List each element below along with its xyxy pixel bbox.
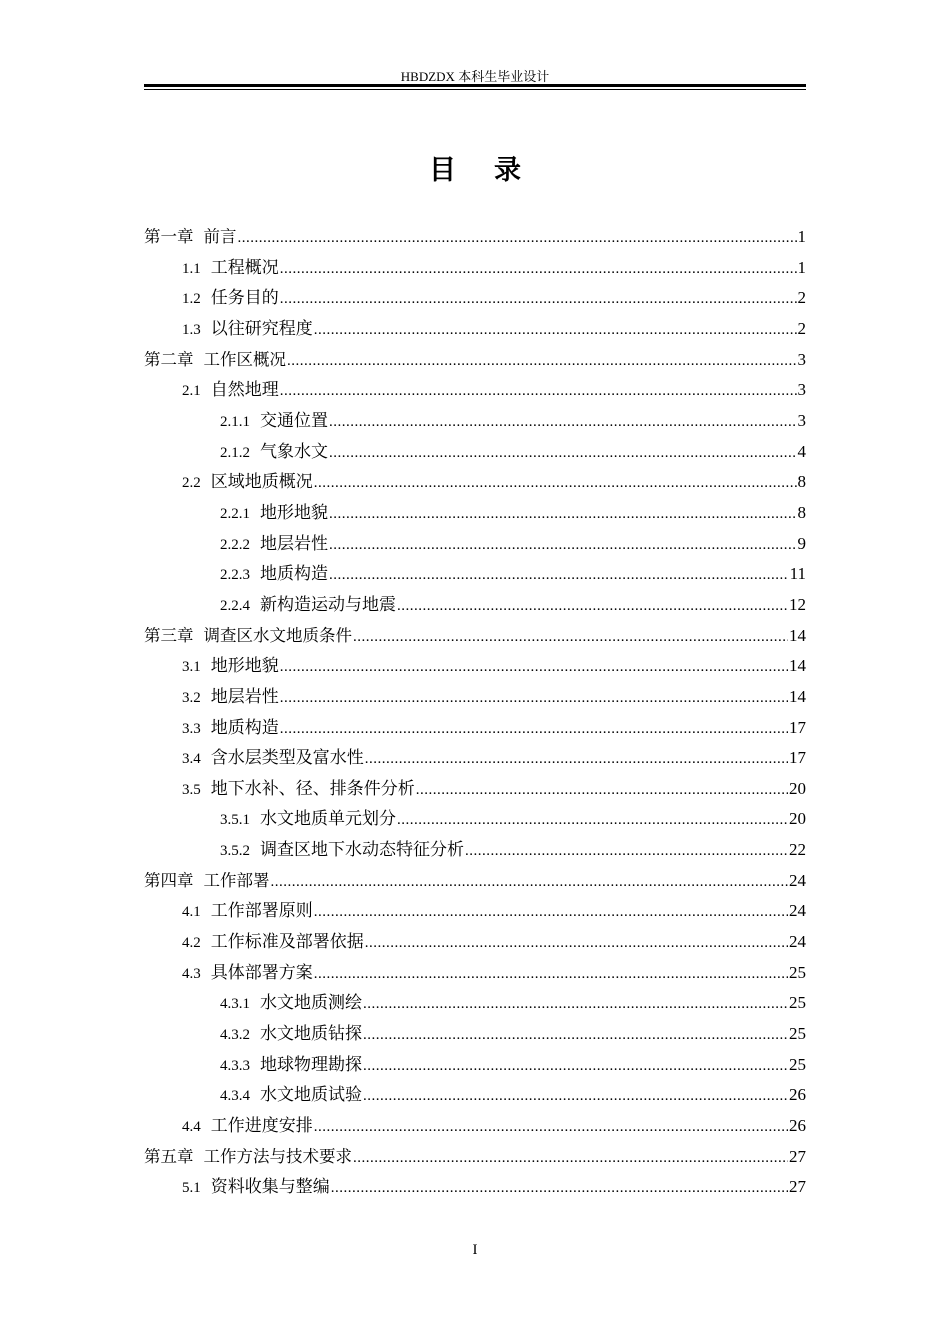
toc-entry[interactable] [144, 804, 806, 835]
toc-entry-title: 以往研究程度 [210, 318, 313, 339]
toc-entry-number: 2.2.3 [220, 567, 250, 584]
toc-dot-leader [329, 438, 797, 469]
toc-entry[interactable] [144, 1050, 806, 1081]
toc-entry-page: 3 [797, 380, 806, 400]
toc-entry-number: 4.3.3 [220, 1057, 250, 1074]
toc-entry-number: 1.3 [182, 321, 201, 338]
toc-entry[interactable] [144, 345, 806, 376]
toc-entry-page: 2 [797, 288, 806, 308]
toc-entry-number: 第五章 [144, 1146, 194, 1166]
toc-dot-leader [280, 254, 797, 285]
toc-entry-page: 14 [789, 625, 806, 645]
toc-entry-page: 25 [789, 1024, 806, 1044]
toc-entry-page: 25 [789, 993, 806, 1013]
toc-entry[interactable] [144, 958, 806, 989]
toc-entry-title: 区域地质概况 [210, 472, 313, 493]
toc-dot-leader [397, 591, 788, 622]
toc-dot-leader [353, 1143, 788, 1174]
toc-entry-title: 工程概况 [210, 257, 279, 278]
toc-entry-number: 4.4 [182, 1119, 201, 1136]
toc-entry-title: 调查区地下水动态特征分析 [260, 840, 464, 861]
toc-entry-number: 2.1.1 [220, 413, 250, 430]
toc-entry-number: 2.2.1 [220, 505, 250, 522]
page-header: HBDZDX 本科生毕业设计 [400, 69, 550, 84]
toc-dot-leader [331, 1173, 788, 1204]
toc-entry[interactable] [144, 559, 806, 590]
toc-entry[interactable] [144, 896, 806, 927]
toc-entry-title: 水文地质试验 [260, 1085, 362, 1106]
page-number: I [472, 1242, 478, 1258]
toc-entry[interactable] [144, 467, 806, 498]
toc-entry[interactable] [144, 927, 806, 958]
toc-entry-title: 气象水文 [260, 441, 328, 462]
toc-entry-page: 1 [797, 227, 806, 246]
toc-entry-number: 3.5 [182, 781, 201, 798]
toc-entry[interactable] [144, 713, 806, 744]
toc-dot-leader [363, 1051, 788, 1082]
toc-entry[interactable] [144, 621, 806, 652]
toc-entry-title: 新构造运动与地震 [260, 594, 396, 615]
header-rule-thin [144, 89, 806, 90]
toc-entry-number: 4.3 [182, 965, 201, 982]
toc-entry[interactable] [144, 866, 806, 897]
toc-dot-leader [280, 652, 788, 683]
toc-dot-leader [314, 897, 788, 928]
toc-entry-number: 2.2 [182, 475, 201, 492]
toc-entry-page: 25 [789, 1054, 806, 1074]
toc-entry-number: 3.4 [182, 751, 201, 768]
toc-entry-page: 20 [789, 809, 806, 829]
toc-entry[interactable] [144, 590, 806, 621]
toc-dot-leader [365, 744, 788, 775]
toc-dot-leader [280, 376, 797, 407]
toc-entry-page: 8 [797, 502, 806, 522]
toc-entry-page: 27 [789, 1146, 806, 1166]
toc-dot-leader [416, 775, 788, 806]
toc-entry-page: 1 [797, 257, 806, 277]
toc-dot-leader [353, 622, 788, 653]
toc-entry-number: 4.1 [182, 904, 201, 921]
toc-entry[interactable] [144, 283, 806, 314]
toc-entry-title: 地质构造 [260, 564, 328, 585]
toc-entry-title: 地球物理勘探 [260, 1054, 362, 1075]
toc-entry-page: 24 [789, 901, 806, 921]
toc-entry-title: 交通位置 [260, 410, 328, 431]
toc-entry[interactable] [144, 682, 806, 713]
toc-dot-leader [329, 530, 797, 561]
toc-entry[interactable] [144, 406, 806, 437]
toc-dot-leader [363, 1081, 788, 1112]
toc-entry-title: 自然地理 [210, 380, 279, 401]
table-of-contents [144, 222, 806, 1203]
toc-dot-leader [280, 683, 788, 714]
toc-dot-leader [280, 714, 788, 745]
toc-entry[interactable] [144, 988, 806, 1019]
toc-entry[interactable] [144, 253, 806, 284]
toc-dot-leader [314, 959, 788, 990]
toc-dot-leader [314, 468, 797, 499]
toc-entry-number: 4.3.2 [220, 1027, 250, 1044]
toc-entry[interactable] [144, 1111, 806, 1142]
toc-entry[interactable] [144, 1019, 806, 1050]
toc-entry-number: 4.2 [182, 935, 201, 952]
toc-dot-leader [329, 560, 789, 591]
toc-entry-page: 8 [797, 472, 806, 492]
toc-entry-page: 20 [789, 778, 806, 798]
toc-entry-title: 资料收集与整编 [210, 1177, 330, 1198]
toc-entry-page: 14 [789, 656, 806, 676]
toc-entry-page: 25 [789, 962, 806, 982]
toc-entry-title: 地层岩性 [260, 533, 328, 554]
toc-entry[interactable] [144, 743, 806, 774]
toc-entry-page: 26 [789, 1085, 806, 1105]
toc-entry-number: 2.2.2 [220, 536, 250, 553]
toc-entry-number: 2.1.2 [220, 444, 250, 461]
toc-title: 目录 [429, 155, 559, 186]
toc-entry-title: 水文地质钻探 [260, 1024, 362, 1045]
toc-entry-title: 地层岩性 [210, 686, 279, 707]
toc-entry[interactable] [144, 222, 806, 253]
toc-entry-page: 17 [789, 748, 806, 768]
toc-entry-page: 2 [797, 318, 806, 338]
toc-entry-page: 3 [797, 410, 806, 430]
toc-entry[interactable] [144, 529, 806, 560]
toc-entry-page: 4 [797, 441, 806, 461]
toc-entry-number: 3.5.2 [220, 843, 250, 860]
toc-entry-page: 24 [789, 870, 806, 890]
toc-entry-title: 工作部署 [203, 870, 270, 890]
toc-entry-page: 12 [789, 594, 806, 614]
toc-dot-leader [329, 407, 797, 438]
toc-entry-page: 9 [797, 533, 806, 553]
toc-dot-leader [271, 867, 789, 898]
toc-entry[interactable] [144, 437, 806, 468]
toc-dot-leader [238, 223, 797, 254]
toc-dot-leader [280, 284, 797, 315]
toc-entry-page: 26 [789, 1116, 806, 1136]
toc-dot-leader [363, 1020, 788, 1051]
toc-entry-page: 24 [789, 932, 806, 952]
toc-entry-title: 工作进度安排 [210, 1116, 313, 1137]
toc-entry[interactable] [144, 498, 806, 529]
toc-entry-title: 地形地貌 [210, 656, 279, 677]
toc-entry-title: 地质构造 [210, 717, 279, 738]
toc-dot-leader [363, 989, 788, 1020]
toc-entry-number: 3.1 [182, 659, 201, 676]
toc-entry[interactable] [144, 375, 806, 406]
toc-dot-leader [397, 805, 788, 836]
toc-entry-title: 前言 [203, 227, 237, 246]
toc-entry-title: 工作方法与技术要求 [203, 1146, 352, 1166]
toc-dot-leader [465, 836, 788, 867]
toc-dot-leader [314, 315, 797, 346]
toc-entry-page: 11 [789, 564, 806, 584]
toc-entry-number: 1.2 [182, 291, 201, 308]
toc-dot-leader [287, 346, 797, 377]
toc-dot-leader [365, 928, 788, 959]
toc-entry-title: 含水层类型及富水性 [210, 748, 364, 769]
toc-entry[interactable] [144, 1142, 806, 1173]
toc-entry[interactable] [144, 774, 806, 805]
toc-entry-number: 3.3 [182, 720, 201, 737]
toc-entry-number: 3.5.1 [220, 812, 250, 829]
toc-entry-number: 4.3.4 [220, 1088, 250, 1105]
toc-entry-title: 工作部署原则 [210, 901, 313, 922]
toc-entry-number: 第四章 [144, 870, 194, 890]
toc-entry-title: 任务目的 [210, 288, 279, 309]
toc-entry-page: 17 [789, 717, 806, 737]
header-rule-thick [144, 84, 806, 87]
toc-entry[interactable] [144, 1080, 806, 1111]
toc-entry[interactable] [144, 314, 806, 345]
toc-entry-page: 3 [797, 349, 806, 369]
toc-dot-leader [314, 1112, 788, 1143]
toc-entry-title: 地下水补、径、排条件分析 [210, 778, 415, 799]
toc-entry[interactable] [144, 651, 806, 682]
toc-entry-number: 5.1 [182, 1180, 201, 1197]
toc-entry-title: 地形地貌 [260, 502, 328, 523]
toc-entry[interactable] [144, 835, 806, 866]
toc-entry-number: 1.1 [182, 260, 201, 277]
toc-entry-page: 27 [789, 1177, 806, 1197]
toc-dot-leader [329, 499, 797, 530]
toc-entry-number: 3.2 [182, 689, 201, 706]
toc-entry-number: 4.3.1 [220, 996, 250, 1013]
toc-entry-title: 具体部署方案 [210, 962, 313, 983]
toc-entry-page: 22 [789, 840, 806, 860]
toc-entry-title: 工作标准及部署依据 [210, 932, 364, 953]
toc-entry-number: 第三章 [144, 625, 194, 645]
toc-entry-number: 2.1 [182, 383, 201, 400]
toc-entry-page: 14 [789, 686, 806, 706]
toc-entry-number: 第一章 [144, 227, 194, 246]
toc-entry-title: 工作区概况 [203, 349, 286, 369]
toc-entry-title: 水文地质单元划分 [260, 809, 396, 830]
toc-entry-title: 水文地质测绘 [260, 993, 362, 1014]
toc-entry[interactable] [144, 1172, 806, 1203]
toc-entry-title: 调查区水文地质条件 [203, 625, 352, 645]
toc-entry-number: 2.2.4 [220, 597, 250, 614]
toc-entry-number: 第二章 [144, 349, 194, 369]
